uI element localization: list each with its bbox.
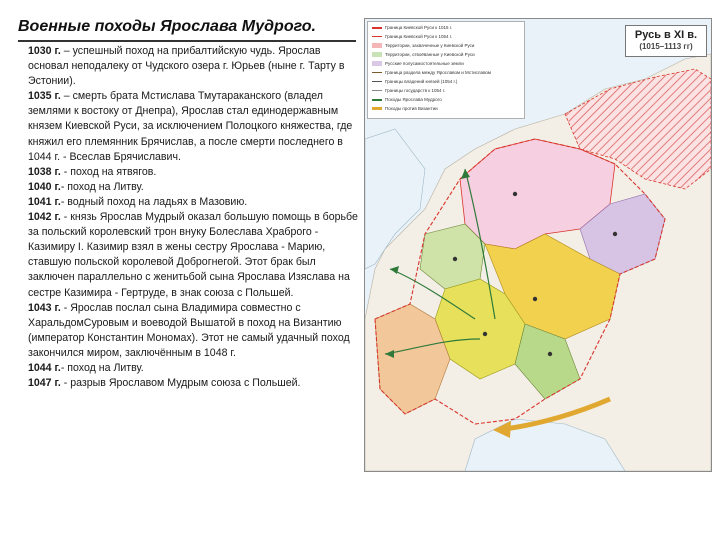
- map-period: (1015–1113 гг): [639, 42, 693, 51]
- legend-label: Граница раздела между Ярославом и Мстиславом: [385, 70, 492, 75]
- title-underline: [18, 40, 356, 42]
- legend-swatch: [372, 90, 382, 91]
- paragraph-text: - поход на ятвягов.: [60, 165, 157, 178]
- paragraph-text: – успешный поход на прибалтийскую чудь. Ярослав основал неподалеку от Чудского озера г. Юрьев (ныне г. Тарту в Эстонии).: [28, 45, 345, 88]
- legend-item: [372, 34, 452, 43]
- paragraph-text: – смерть брата Мстислава Тмутараканского (владел землями к востоку от Днепра), Ярослав стал единодержавным князем Киевской Руси, за исключением Полоцкого княжества, где княжил его племянник Брячислав, а после смерти последнего в 1044 г. - Всеслав Брячиславич.: [28, 90, 353, 163]
- paragraph-text: - водный поход на ладьях в Мазовию.: [60, 195, 248, 208]
- year-label: 1035 г.: [28, 90, 61, 103]
- legend-item: [372, 43, 474, 52]
- legend-label: Походы Ярослава Мудрого: [385, 97, 442, 102]
- legend-swatch: [372, 61, 382, 66]
- legend-swatch: [372, 27, 382, 29]
- city-marker: [533, 297, 537, 301]
- paragraph-1030: [28, 44, 360, 89]
- city-marker: [548, 352, 552, 356]
- year-label: 1043 г.: [28, 301, 61, 314]
- paragraph-text: - разрыв Ярославом Мудрым союза с Польшей.: [60, 377, 301, 390]
- historical-map: [364, 18, 712, 472]
- legend-item: [372, 52, 475, 61]
- paragraph-text: - Ярослав послал сына Владимира совместно с ХаральдомСуровым и воеводой Вышатой в поход на Византию (император Константин Мономах). Этот не самый удачный поход закончился миром, заключённым в 1048 г.: [28, 301, 350, 359]
- year-label: 1040 г.: [28, 180, 61, 193]
- legend-swatch: [372, 52, 382, 57]
- paragraph-text: - поход на Литву.: [60, 180, 144, 193]
- legend-item: [372, 88, 445, 97]
- paragraph-1035: [28, 89, 360, 164]
- city-marker: [613, 232, 617, 236]
- map-title-box: [625, 25, 707, 57]
- legend-swatch: [372, 81, 382, 82]
- legend-label: Территории, захваченные у Киевской Руси: [385, 43, 475, 48]
- year-label: 1030 г.: [28, 45, 61, 57]
- paragraph-1041: [28, 195, 360, 210]
- legend-label: Территории, отвоёванные у Киевской Руси: [385, 52, 475, 57]
- year-label: 1038 г.: [28, 165, 61, 178]
- year-label: 1047 г.: [28, 377, 61, 390]
- paragraph-1043: [28, 301, 360, 361]
- map-legend: [367, 21, 525, 119]
- slide-title: Военные походы Ярослава Мудрого.: [18, 18, 316, 35]
- campaigns-text: [28, 44, 360, 391]
- paragraph-text: - князь Ярослав Мудрый оказал большую помощь в борьбе за польский королевский трон внуку Болеслава Храброго - Казимиру I. Казимир взял в жены сестру Ярослава - Марию, ставшую польской королевой Доброгнегой. Этот брак был заключен параллельно с женитьбой сына Ярослава Изяслава на сестре Казимира - Гертруде, в знак союза с Польшей.: [28, 211, 358, 299]
- legend-item: [372, 97, 442, 106]
- legend-label: Русские полусамостоятельные земли: [385, 61, 464, 66]
- legend-label: Границы владений князей (1054 г.): [385, 79, 458, 84]
- legend-label: Граница Киевской Руси к 1015 г.: [385, 25, 453, 30]
- legend-swatch: [372, 99, 382, 101]
- paragraph-1047: [28, 376, 360, 391]
- city-marker: [513, 192, 517, 196]
- legend-item: [372, 106, 438, 115]
- city-marker: [483, 332, 487, 336]
- legend-item: [372, 70, 491, 79]
- legend-swatch: [372, 36, 382, 37]
- legend-item: [372, 61, 464, 70]
- year-label: 1042 г.: [28, 211, 61, 224]
- legend-label: Граница Киевской Руси к 1054 г.: [385, 34, 453, 39]
- paragraph-1044: [28, 361, 360, 376]
- legend-swatch: [372, 107, 382, 110]
- year-label: 1044 г.: [28, 361, 61, 374]
- legend-label: Границы государств к 1054 г.: [385, 88, 446, 93]
- city-marker: [453, 257, 457, 261]
- paragraph-1040: [28, 180, 360, 195]
- paragraph-1042: [28, 210, 360, 301]
- paragraph-1038: [28, 165, 360, 180]
- map-title: Русь в XI в.: [634, 29, 698, 41]
- year-label: 1041 г.: [28, 195, 61, 208]
- paragraph-text: - поход на Литву.: [60, 361, 144, 374]
- legend-item: [372, 79, 457, 88]
- legend-swatch: [372, 43, 382, 48]
- legend-item: [372, 25, 452, 34]
- legend-swatch: [372, 72, 382, 73]
- legend-label: Походы против Византии: [385, 106, 438, 111]
